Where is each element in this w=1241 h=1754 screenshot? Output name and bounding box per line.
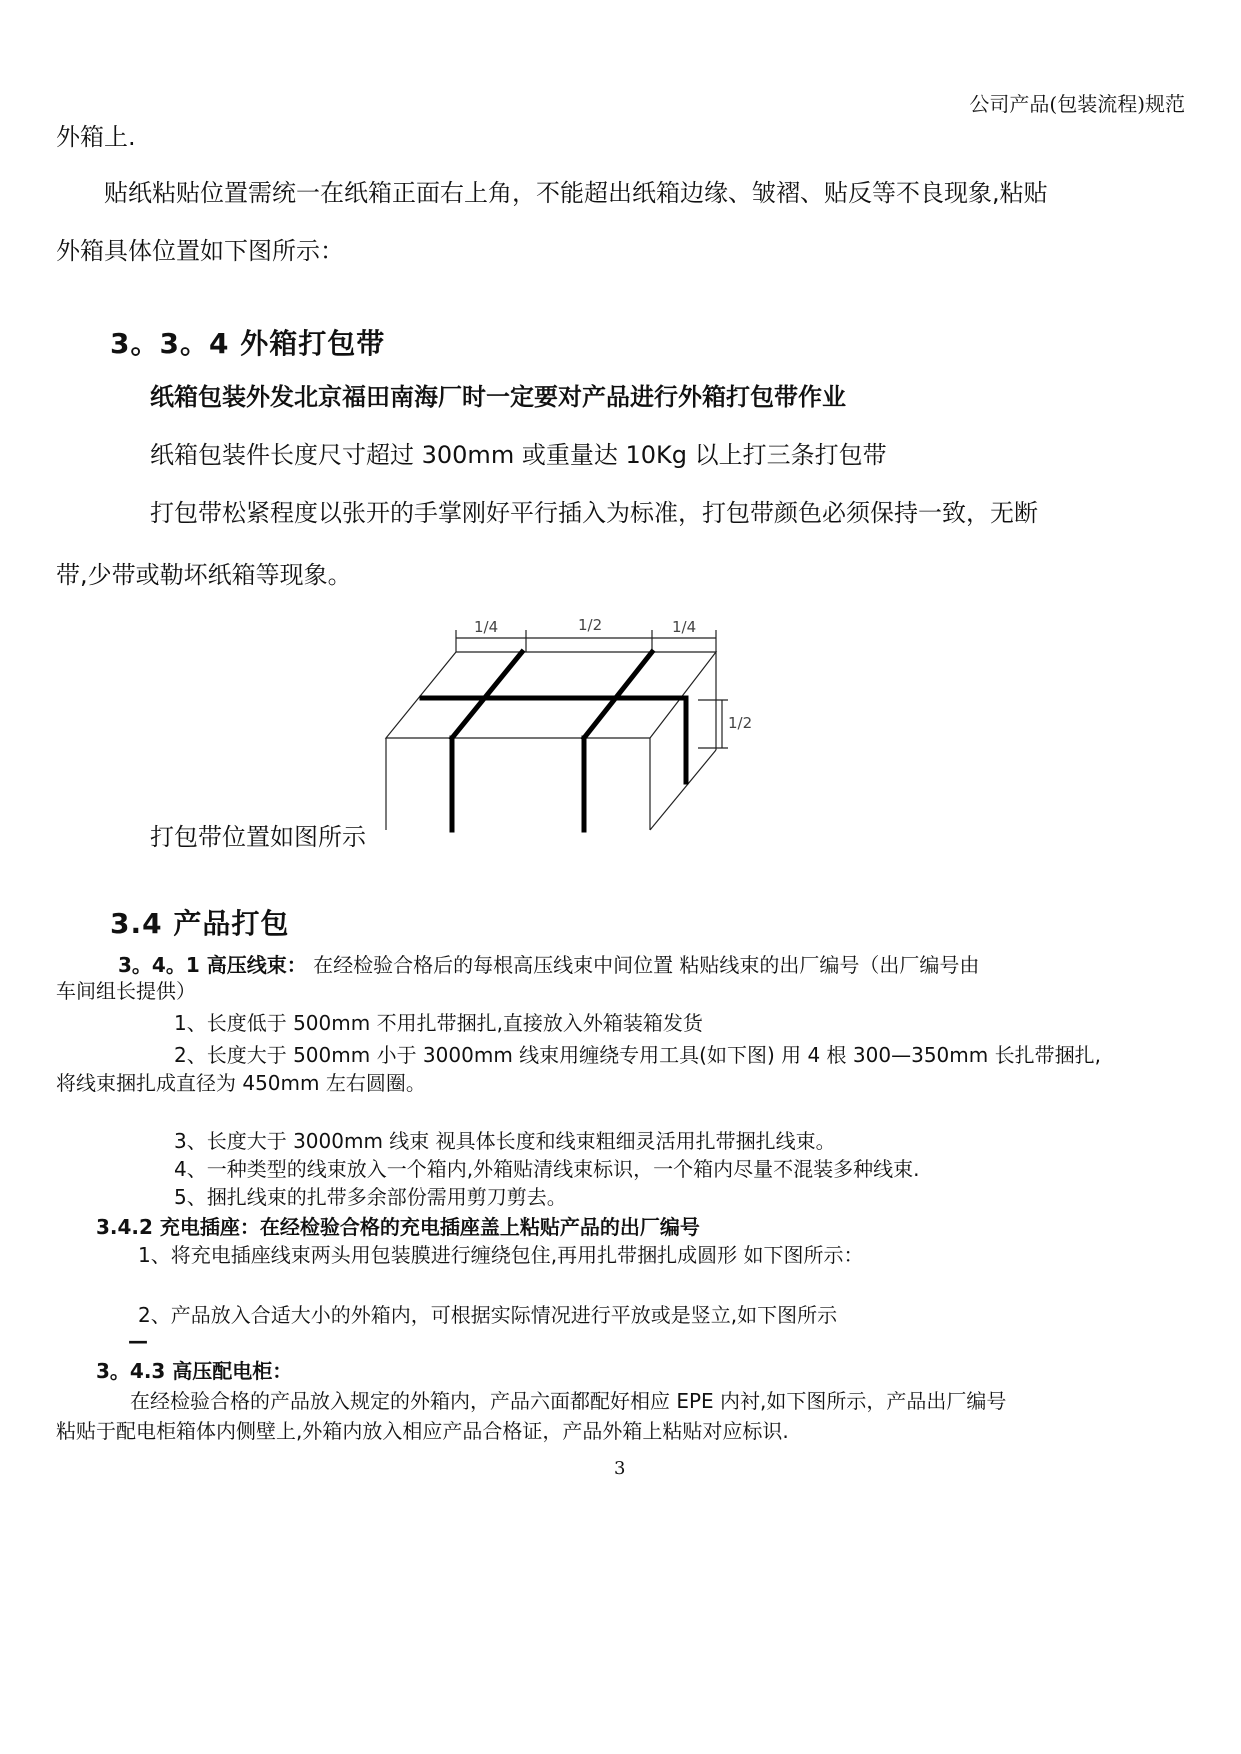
subsection-heading-343: 3。4.3 高压配电柜：: [96, 1359, 293, 1383]
subsection-heading-341: 3。4。1 高压线束：: [118, 953, 307, 977]
paragraph-line: 外箱具体位置如下图所示：: [56, 237, 344, 265]
list-item: 3、长度大于 3000mm 线束 视具体长度和线束粗细灵活用扎带捆扎线束。: [174, 1129, 836, 1153]
subsection-line-341: [118, 952, 979, 978]
list-item: 5、捆扎线束的扎带多余部份需用剪刀剪去。: [174, 1185, 567, 1209]
paragraph-line: 在经检验合格的产品放入规定的外箱内，产品六面都配好相应 EPE 内衬,如下图所示，产品出厂编号: [130, 1389, 1007, 1413]
list-item: 4、一种类型的线束放入一个箱内,外箱贴清线束标识，一个箱内尽量不混装多种线束.: [174, 1157, 920, 1181]
section-heading-34: 3.4 产品打包: [110, 907, 290, 940]
strap-left-top: [452, 652, 522, 738]
list-item: 2、长度大于 500mm 小于 3000mm 线束用缠绕专用工具(如下图) 用 4 根 300—350mm 长扎带捆扎,: [174, 1043, 1101, 1067]
page-number: 3: [614, 1458, 626, 1479]
paragraph-line: 车间组长提供）: [56, 979, 196, 1003]
strapping-diagram: [380, 610, 760, 840]
list-item: 1、长度低于 500mm 不用扎带捆扎,直接放入外箱装箱发货: [174, 1011, 703, 1035]
strap-right-top: [584, 652, 652, 738]
figure-caption: 打包带位置如图所示: [150, 823, 366, 851]
box-bottom-right-edge: [650, 750, 716, 830]
list-item-cont: 将线束捆扎成直径为 450mm 左右圆圈。: [56, 1071, 426, 1095]
dim-label-half-top: 1/2: [578, 616, 603, 634]
section-heading-334: 3。3。4 外箱打包带: [110, 327, 386, 360]
list-item: 1、将充电插座线束两头用包装膜进行缠绕包住,再用扎带捆扎成圆形 如下图所示：: [138, 1243, 864, 1267]
bold-line: 纸箱包装外发北京福田南海厂时一定要对产品进行外箱打包带作业: [150, 383, 846, 411]
paragraph-line: 粘贴于配电柜箱体内侧壁上,外箱内放入相应产品合格证，产品外箱上粘贴对应标识.: [56, 1419, 789, 1443]
dim-label-quarter-right: 1/4: [672, 618, 697, 636]
page-header: 公司产品(包装流程)规范: [969, 92, 1185, 116]
dim-label-quarter-left: 1/4: [474, 618, 499, 636]
paragraph-line: 带,少带或勒坏纸箱等现象。: [56, 561, 352, 589]
paragraph-line: 贴纸粘贴位置需统一在纸箱正面右上角，不能超出纸箱边缘、皱褶、贴反等不良现象,粘贴: [104, 179, 1048, 207]
list-item: 2、产品放入合适大小的外箱内，可根据实际情况进行平放或是竖立,如下图所示: [138, 1303, 838, 1327]
subsection-heading-342: 3.4.2 充电插座：在经检验合格的充电插座盖上粘贴产品的出厂编号: [96, 1215, 700, 1239]
paragraph-line: 打包带松紧程度以张开的手掌刚好平行插入为标准，打包带颜色必须保持一致，无断: [150, 499, 1038, 527]
paragraph-line: 纸箱包装件长度尺寸超过 300mm 或重量达 10Kg 以上打三条打包带: [150, 441, 887, 469]
dim-label-half-side: 1/2: [728, 714, 753, 732]
subsection-text-341: 在经检验合格后的每根高压线束中间位置 粘贴线束的出厂编号（出厂编号由: [313, 953, 980, 977]
box-top-face: [386, 652, 716, 738]
dash-mark: —: [128, 1329, 148, 1353]
paragraph-line: 外箱上.: [56, 123, 136, 151]
